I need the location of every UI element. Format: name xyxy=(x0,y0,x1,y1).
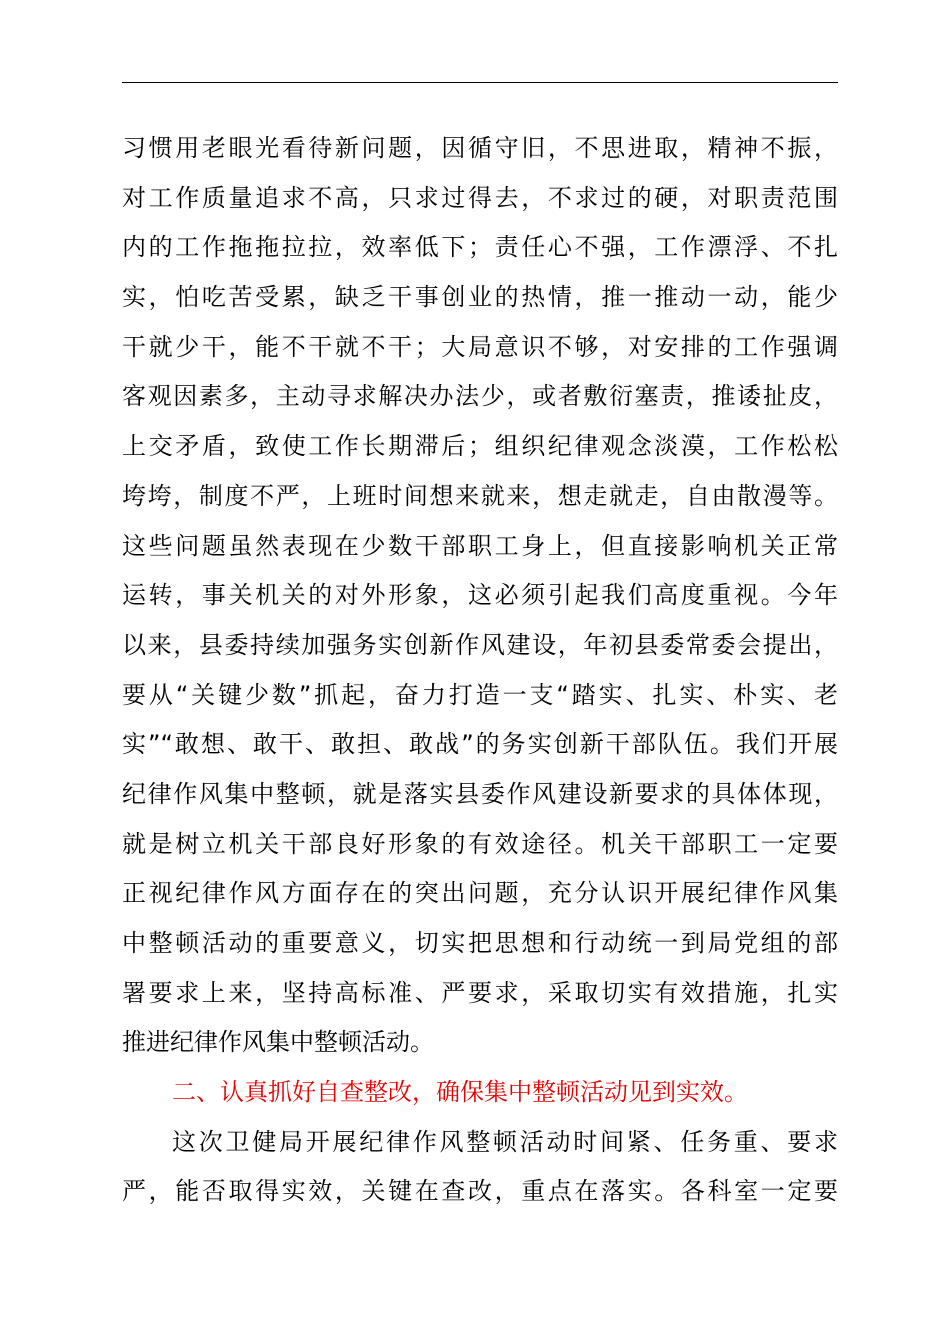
body-text xyxy=(122,124,838,1217)
section-heading: 二、认真抓好自查整改，确保集中整顿活动见到实效。 xyxy=(172,1078,748,1107)
paragraph-line: 这次卫健局开展纪律作风整顿活动时间紧、任务重、要求 xyxy=(172,1127,838,1156)
paragraph-line: 实”“敢想、敢干、敢担、敢战”的务实创新干部队伍。我们开展 xyxy=(122,730,838,759)
paragraph-line: 上交矛盾，致使工作长期滞后；组织纪律观念淡漠，工作松松 xyxy=(122,432,838,461)
paragraph-line: 运转，事关机关的对外形象，这必须引起我们高度重视。今年 xyxy=(122,581,838,610)
paragraph-line: 内的工作拖拖拉拉，效率低下；责任心不强，工作漂浮、不扎 xyxy=(122,233,838,262)
paragraph-line: 推进纪律作风集中整顿活动。 xyxy=(122,1028,434,1057)
paragraph-line: 干就少干，能不干就不干；大局意识不够，对安排的工作强调 xyxy=(122,332,838,361)
paragraph-line: 严，能否取得实效，关键在查改，重点在落实。各科室一定要 xyxy=(122,1177,838,1206)
paragraph-line: 客观因素多，主动寻求解决办法少，或者敷衍塞责，推诿扯皮， xyxy=(122,382,838,411)
paragraph-line: 垮垮，制度不严，上班时间想来就来，想走就走，自由散漫等。 xyxy=(122,481,838,510)
paragraph-line: 习惯用老眼光看待新问题，因循守旧，不思进取，精神不振， xyxy=(122,134,838,162)
paragraph-line: 署要求上来，坚持高标准、严要求，采取切实有效措施，扎实 xyxy=(122,978,838,1007)
paragraph-line: 这些问题虽然表现在少数干部职工身上，但直接影响机关正常 xyxy=(122,531,838,560)
header-rule xyxy=(122,82,838,83)
paragraph-line: 中整顿活动的重要意义，切实把思想和行动统一到局党组的部 xyxy=(122,929,838,957)
paragraph-line: 就是树立机关干部良好形象的有效途径。机关干部职工一定要 xyxy=(122,829,838,858)
paragraph-line: 正视纪律作风方面存在的突出问题，充分认识开展纪律作风集 xyxy=(122,879,838,908)
paragraph-line: 以来，县委持续加强务实创新作风建设，年初县委常委会提出， xyxy=(122,630,838,659)
paragraph-line: 对工作质量追求不高，只求过得去，不求过的硬，对职责范围 xyxy=(122,183,838,212)
paragraph-line: 纪律作风集中整顿，就是落实县委作风建设新要求的具体体现， xyxy=(122,779,838,808)
paragraph-line: 要从“关键少数”抓起，奋力打造一支“踏实、扎实、朴实、老 xyxy=(122,680,838,709)
paragraph-line: 实，怕吃苦受累，缺乏干事创业的热情，推一推动一动，能少 xyxy=(122,283,838,312)
